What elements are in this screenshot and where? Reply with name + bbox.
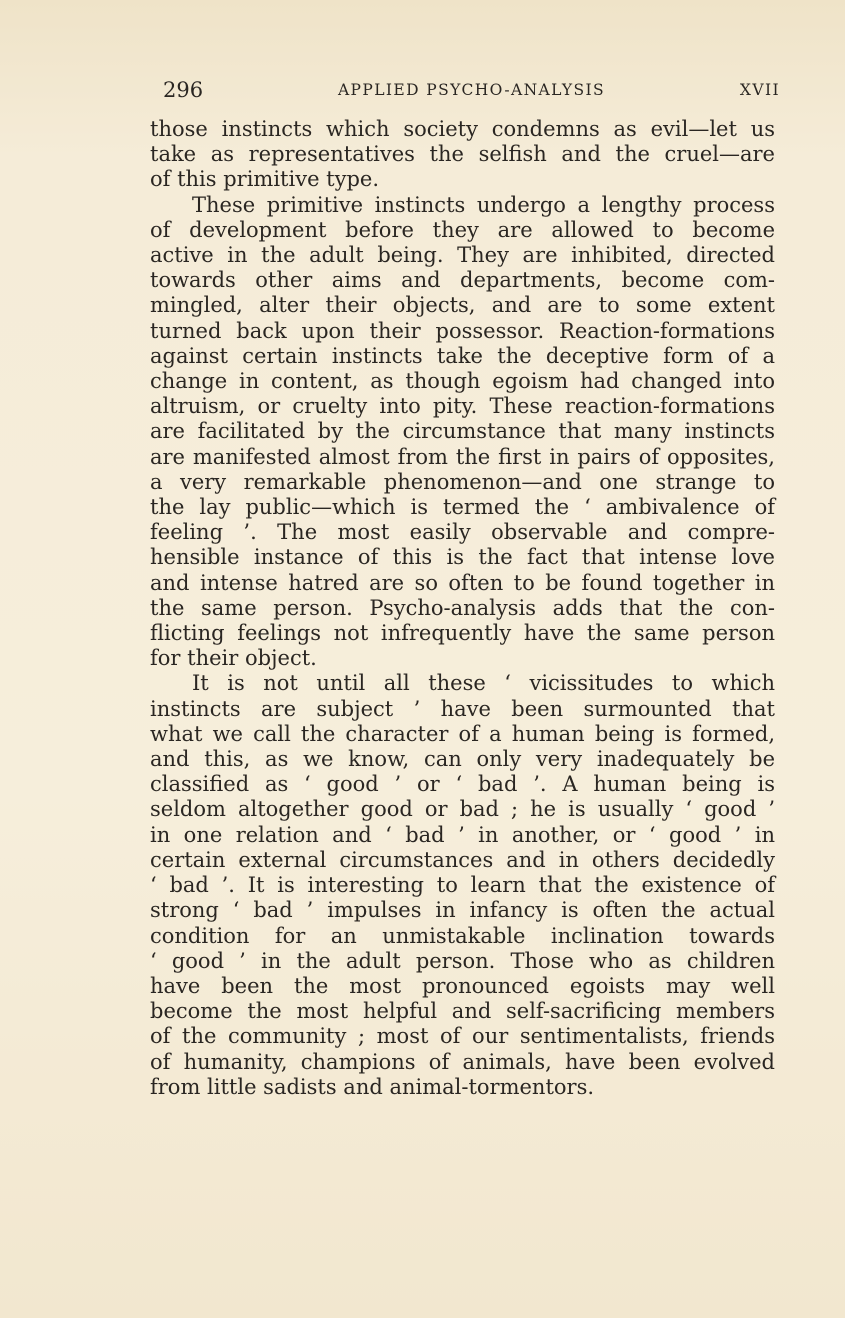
text-line: those instincts which society condemns as evil—let us xyxy=(150,117,775,141)
text-line: feeling ’. The most easily observable and compre- xyxy=(150,520,775,545)
text-line: seldom altogether good or bad ; he is usually ‘ good ’ xyxy=(150,797,775,822)
text-line: of humanity, champions of animals, have been evolved xyxy=(150,1049,775,1074)
text-line: mingled, alter their objects, and are to some extent xyxy=(150,293,775,318)
text-line: flicting feelings not infrequently have the same person xyxy=(150,621,775,646)
text-line: of this primitive type. xyxy=(150,167,380,192)
running-title: APPLIED PSYCHO-ANALYSIS xyxy=(337,81,606,99)
text-line: the same person. Psycho-analysis adds that the con- xyxy=(150,595,775,620)
text-line: condition for an unmistakable inclination towards xyxy=(150,923,775,948)
text-line: a very remarkable phenomenon—and one strange to xyxy=(150,469,775,494)
text-line: towards other aims and departments, become com- xyxy=(150,268,775,293)
text-line: turned back upon their possessor. Reaction-formations xyxy=(150,318,775,343)
text-line: of development before they are allowed to become xyxy=(150,217,775,242)
running-head xyxy=(163,78,780,102)
text-line: the lay public—which is termed the ‘ ambivalence of xyxy=(150,495,775,520)
text-line: active in the adult being. They are inhibited, directed xyxy=(150,243,775,268)
paragraph xyxy=(150,671,775,1099)
text-line: against certain instincts take the deceptive form of a xyxy=(150,343,775,368)
text-line: classified as ‘ good ’ or ‘ bad ’. A human being is xyxy=(150,772,775,797)
text-line: change in content, as though egoism had changed into xyxy=(150,369,775,394)
text-line: ‘ good ’ in the adult person. Those who as children xyxy=(150,948,775,973)
text-line: what we call the character of a human being is formed, xyxy=(150,721,775,746)
text-line: and intense hatred are so often to be found together in xyxy=(150,570,775,595)
text-line: are facilitated by the circumstance that many instincts xyxy=(150,419,775,444)
body-text xyxy=(150,117,775,1100)
text-line: for their object. xyxy=(150,646,317,671)
text-line: These primitive instincts undergo a lengthy process xyxy=(192,192,775,217)
text-line: become the most helpful and self-sacrificing members xyxy=(150,999,775,1024)
paragraph xyxy=(150,193,775,672)
text-line: take as representatives the selfish and the cruel—are xyxy=(150,142,775,167)
text-line: of the community ; most of our sentimentalists, friends xyxy=(150,1024,775,1049)
text-line: altruism, or cruelty into pity. These reaction-formations xyxy=(150,394,775,419)
text-line: certain external circumstances and in others decidedly xyxy=(150,847,775,872)
page-number: 296 xyxy=(163,78,204,102)
text-line: strong ‘ bad ’ impulses in infancy is often the actual xyxy=(150,898,775,923)
text-line: have been the most pronounced egoists may well xyxy=(150,973,775,998)
chapter-number: XVII xyxy=(739,81,780,99)
text-line: It is not until all these ‘ vicissitudes to which xyxy=(192,671,775,696)
text-line: in one relation and ‘ bad ’ in another, or ‘ good ’ in xyxy=(150,822,775,847)
text-line: are manifested almost from the first in pairs of opposites, xyxy=(150,444,775,469)
text-line: hensible instance of this is the fact that intense love xyxy=(150,545,775,570)
text-line: ‘ bad ’. It is interesting to learn that the existence of xyxy=(150,873,775,898)
paragraph xyxy=(150,117,775,193)
text-line: and this, as we know, can only very inadequately be xyxy=(150,747,775,772)
text-line: instincts are subject ’ have been surmounted that xyxy=(150,696,775,721)
text-line: from little sadists and animal-tormentors. xyxy=(150,1074,595,1099)
